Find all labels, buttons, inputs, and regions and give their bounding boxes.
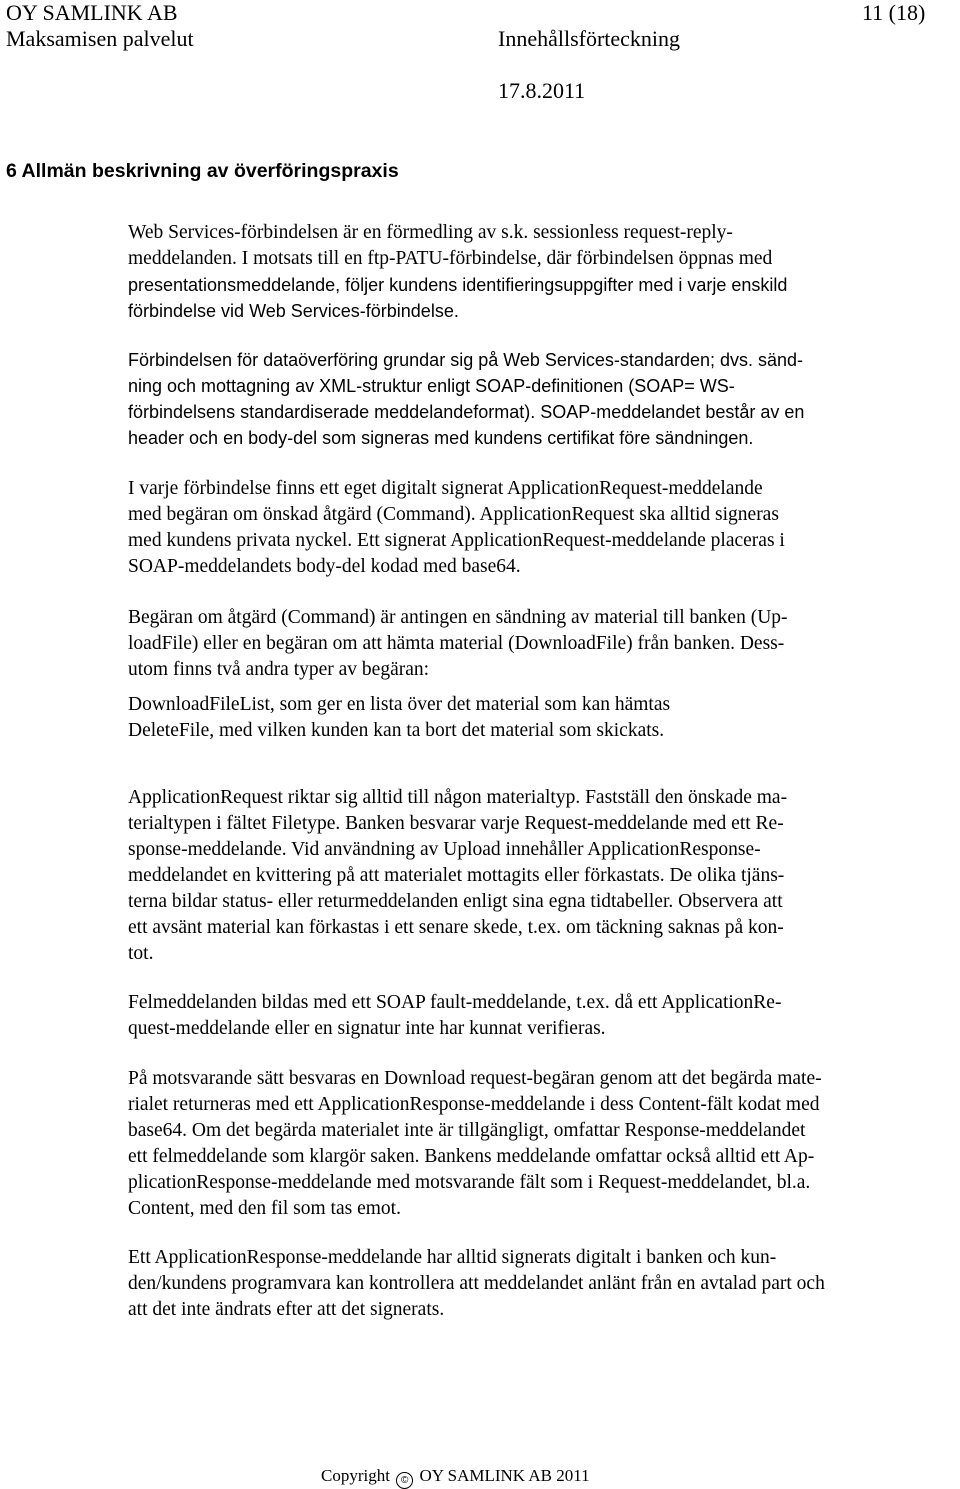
text-line: header och en body-del som signeras med kundens certifikat före sändningen. [128,428,754,448]
text-line: tot. [128,943,154,964]
text-line: terialtypen i fältet Filetype. Banken besvarar varje Request-meddelande med ett Re- [128,813,784,834]
header-company: OY SAMLINK AB [6,0,178,25]
paragraph-command [128,605,948,683]
paragraph-download-response [128,1066,948,1222]
paragraph-application-request [128,476,948,580]
text-line: rialet returneras med ett ApplicationResponse-meddelande i dess Content-fält kodat med [128,1094,820,1115]
paragraph-request-types [128,692,948,744]
footer-copyright-label: Copyright [321,1466,390,1485]
text-line: Begäran om åtgärd (Command) är antingen en sändning av material till banken (Up- [128,607,788,628]
text-line: förbindelse vid Web Services-förbindelse. [128,301,459,321]
text-line: med begäran om önskad åtgärd (Command). ApplicationRequest ska alltid signeras [128,504,779,525]
text-line: loadFile) eller en begäran om att hämta material (DownloadFile) från banken. Dess- [128,633,785,654]
text-line: ApplicationRequest riktar sig alltid till någon materialtyp. Fastställ den önskade ma- [128,787,788,808]
text-line: meddelanden. I motsats till en ftp-PATU-förbindelse, där förbindelsen öppnas med [128,248,773,269]
footer-company: OY SAMLINK AB 2011 [419,1466,590,1485]
text-line: ning och mottagning av XML-struktur enligt SOAP-definitionen (SOAP= WS- [128,376,735,396]
paragraph-error-messages [128,990,948,1042]
text-line: På motsvarande sätt besvaras en Download request-begäran genom att det begärda mate- [128,1068,822,1089]
header-date: 17.8.2011 [498,78,586,103]
text-line: base64. Om det begärda materialet inte är tillgängligt, omfattar Response-meddelandet [128,1120,806,1141]
text-line: Ett ApplicationResponse-meddelande har alltid signerats digitalt i banken och kun- [128,1247,777,1268]
header-page-number: 11 (18) [862,0,926,25]
text-line: I varje förbindelse finns ett eget digitalt signerat ApplicationRequest-meddelande [128,478,763,499]
text-line: Web Services-förbindelsen är en förmedling av s.k. sessionless request-reply- [128,222,733,243]
paragraph-intro-sans [128,272,948,324]
text-line: terna bildar status- eller returmeddelanden enligt sina egna tidtabeller. Observera att [128,891,783,912]
copyright-icon: © [396,1472,413,1489]
section-title: 6 Allmän beskrivning av överföringspraxis [6,160,399,182]
text-line: meddelandet en kvittering på att materialet mottagits eller förkastats. De olika tjäns- [128,865,785,886]
text-line: Förbindelsen för dataöverföring grundar sig på Web Services-standarden; dvs. sänd- [128,350,804,370]
text-line: med kundens privata nyckel. Ett signerat ApplicationRequest-meddelande placeras i [128,530,785,551]
text-line: förbindelsens standardiserade meddelandeformat). SOAP-meddelandet består av en [128,402,805,422]
paragraph-intro [128,220,948,272]
header-document-title: Innehållsförteckning [498,26,681,51]
text-line: quest-meddelande eller en signatur inte har kunnat verifieras. [128,1018,606,1039]
text-line: ett felmeddelande som klargör saken. Bankens meddelande omfattar också alltid ett Ap- [128,1146,815,1167]
text-line: ett avsänt material kan förkastas i ett senare skede, t.ex. om täckning saknas på kon- [128,917,784,938]
text-line: SOAP-meddelandets body-del kodad med base64. [128,556,521,577]
text-line: DeleteFile, med vilken kunden kan ta bort det material som skickats. [128,720,665,741]
text-line: att det inte ändrats efter att det signerats. [128,1299,445,1320]
header-department: Maksamisen palvelut [6,26,194,51]
text-line: den/kundens programvara kan kontrollera att meddelandet anlänt från en avtalad part och [128,1273,825,1294]
text-line: plicationResponse-meddelande med motsvarande fält som i Request-meddelandet, bl.a. [128,1172,811,1193]
paragraph-material-type [128,785,948,967]
text-line: presentationsmeddelande, följer kundens identifieringsuppgifter med i varje enskild [128,275,788,295]
text-line: sponse-meddelande. Vid användning av Upload innehåller ApplicationResponse- [128,839,761,860]
text-line: Felmeddelanden bildas med ett SOAP fault-meddelande, t.ex. då ett ApplicationRe- [128,992,782,1013]
text-line: DownloadFileList, som ger en lista över det material som kan hämtas [128,694,671,715]
text-line: utom finns två andra typer av begäran: [128,659,430,680]
paragraph-data-transfer [128,347,948,451]
paragraph-signature [128,1245,948,1323]
text-line: Content, med den fil som tas emot. [128,1198,401,1219]
footer-copyright [321,1465,590,1489]
